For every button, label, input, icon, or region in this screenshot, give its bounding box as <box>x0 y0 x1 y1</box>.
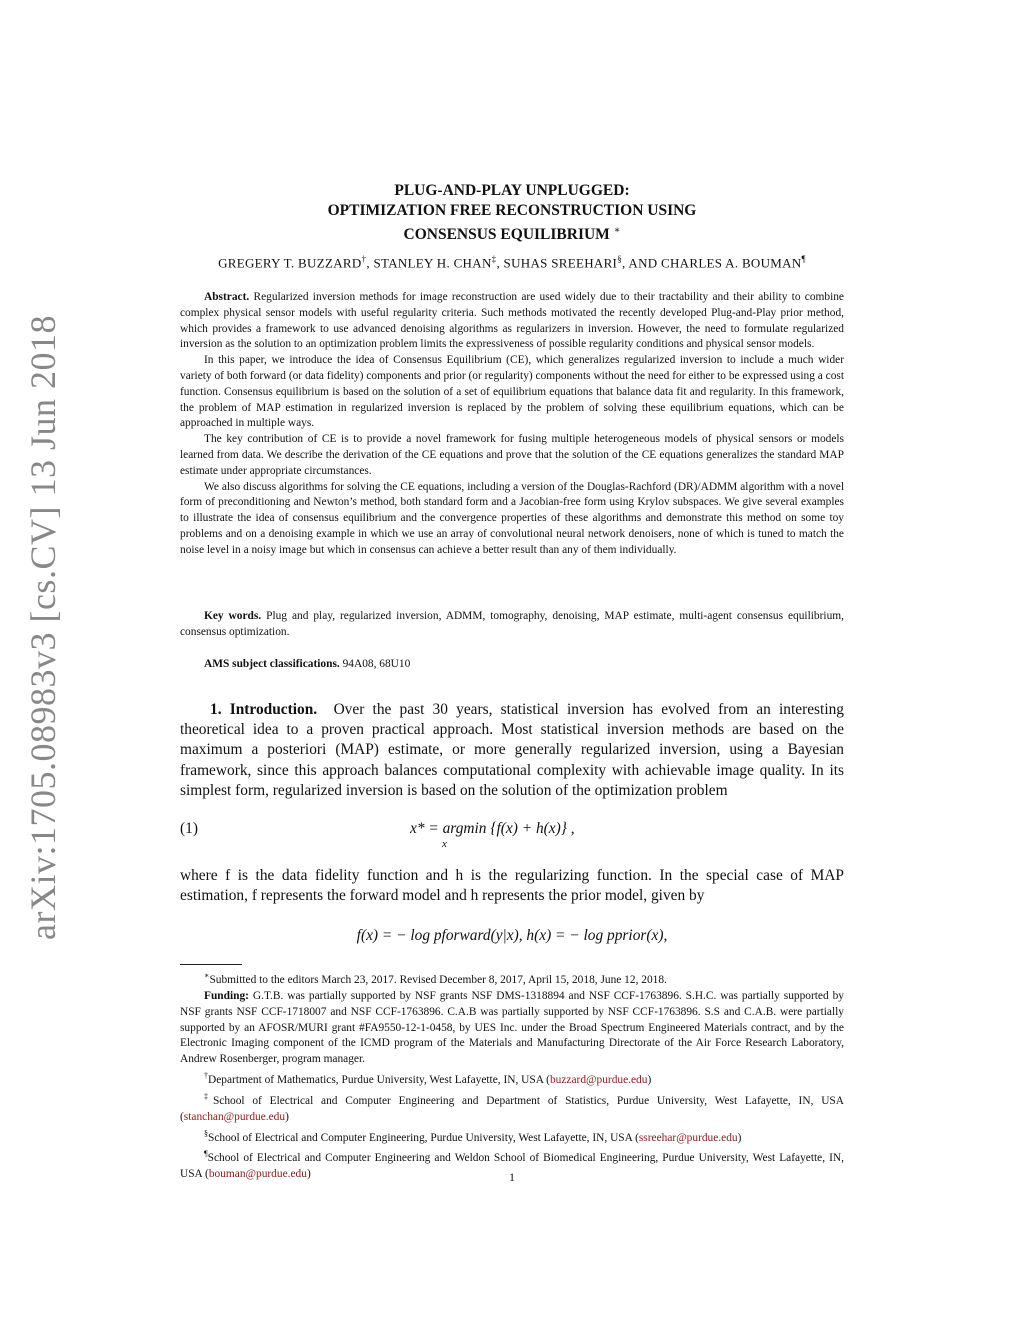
abstract-paragraph-4: We also discuss algorithms for solving the CE equations, including a version of the Douglas-Rachford (DR)/ADMM algorithm with a novel form of preconditioning and Newton’s method, both standard form and a Jacobian-free form using Krylov subspaces. We give several examples to illustrate the idea of consensus equilibrium and the convergence properties of these algorithms and demonstrate this method on some toy problems and on a denoising example in which we use an array of convolutional neural network denoisers, none of which is tuned to match the noise level in a noisy image but which in consensus can achieve a better result than any of them individually. <box>180 480 844 556</box>
author-mark-1: † <box>361 254 367 264</box>
author-mark-4: ¶ <box>801 254 806 264</box>
intro-continuation <box>180 866 844 906</box>
title-footnote-mark: ∗ <box>613 225 621 236</box>
footnote-close-2: ) <box>285 1110 289 1123</box>
keywords-paragraph <box>180 609 844 641</box>
paper-title <box>180 181 844 245</box>
email-link-chan[interactable]: stanchan@purdue.edu <box>183 1110 286 1123</box>
abstract-paragraph-1 <box>180 290 844 353</box>
equation-1-body: x* = argmin {f(x) + h(x)} , <box>410 820 575 837</box>
title-line-1: PLUG-AND-PLAY UNPLUGGED: <box>394 182 630 199</box>
abstract-paragraph-2: In this paper, we introduce the idea of Consensus Equilibrium (CE), which generalizes regularized inversion to include a much wider variety of both forward (or data fidelity) components and prior (or regularity) components without the need for either to be expressed using a cost function. Consensus equilibrium is based on the solution of a set of equilibrium equations that balance data fit and regularity. In this framework, the problem of MAP estimation in regularized inversion is replaced by the problem of solving these equilibrium equations, which can be approached in multiple ways. <box>180 354 844 430</box>
ams-label: AMS subject classifications. <box>204 658 340 670</box>
footnote-mark-1: ∗ <box>204 971 210 980</box>
section-heading: 1. Introduction. <box>210 701 318 718</box>
footnote-close-1: ) <box>647 1074 652 1087</box>
ams-classifications <box>180 657 844 673</box>
keywords-label: Key words. <box>204 610 262 622</box>
footnote-close-4: ) <box>306 1167 311 1180</box>
email-link-sreehari[interactable]: ssreehar@purdue.edu <box>638 1131 738 1144</box>
author-sreehari: , SUHAS SREEHARI <box>496 255 618 271</box>
footnote-mark-5: ¶ <box>204 1149 208 1159</box>
equation-1 <box>180 818 844 854</box>
footnotes <box>180 968 844 1183</box>
introduction-section <box>180 700 844 801</box>
intro-paragraph-2: where f is the data fidelity function and h is the regularizing function. In the special case of MAP estimation, f represents the forward model and h represents the prior model, given by <box>180 867 844 905</box>
equation-1-number: (1) <box>180 820 198 837</box>
footnote-mark-3: ‡ <box>204 1091 213 1101</box>
author-mark-3: § <box>617 254 622 264</box>
email-link-bouman[interactable]: bouman@purdue.edu <box>208 1167 307 1180</box>
footnote-rule <box>180 964 242 965</box>
footnote-close-3: ) <box>737 1131 742 1144</box>
email-link-buzzard[interactable]: buzzard@purdue.edu <box>549 1074 648 1087</box>
ams-text: 94A08, 68U10 <box>342 658 411 670</box>
author-chan: , STANLEY H. CHAN <box>366 255 492 271</box>
keywords-text: Plug and play, regularized inversion, ADMM, tomography, denoising, MAP estimate, multi-agent consensus equilibrium, consensus optimization. <box>180 610 844 638</box>
author-buzzard: GREGERY T. BUZZARD <box>218 255 362 271</box>
title-line-3-text: CONSENSUS EQUILIBRIUM <box>403 226 610 244</box>
funding-text: G.T.B. was partially supported by NSF grants NSF DMS-1318894 and NSF CCF-1763896. S.H.C. was partially supported by NSF grants NSF CCF-1718007 and NSF CCF-1763896. C.A.B was partially supported by NSF CCF-1763896. S.S and C.A.B. were partially supported by an AFOSR/MURI grant #FA9550-12-1-0458, by UES Inc. under the Broad Spectrum Engineered Materials contract, and by the Electronic Imaging component of the ICMD program of the Materials and Manufacturing Directorate of the Air Force Research Laboratory, Andrew Rosenberger, program manager. <box>180 989 844 1066</box>
abstract-paragraph-3: The key contribution of CE is to provide a novel framework for fusing multiple heterogeneous models of physical sensors or models learned from data. We describe the derivation of the CE equations and prove that the solution of the CE equations generalizes the standard MAP estimate under appropriate circumstances. <box>180 433 844 477</box>
title-line-3 <box>180 221 844 245</box>
arxiv-stamp: arXiv:1705.08983v3 [cs.CV] 13 Jun 2018 <box>23 315 63 940</box>
footnote-submission-text: Submitted to the editors March 23, 2017. Revised December 8, 2017, April 15, 2018, June 12, 2018. <box>209 973 667 986</box>
title-line-2: OPTIMIZATION FREE RECONSTRUCTION USING <box>327 202 697 219</box>
keywords <box>180 609 844 641</box>
footnote-mark-2: † <box>204 1071 208 1081</box>
abstract <box>180 290 844 559</box>
intro-paragraph-1 <box>180 700 844 801</box>
footnote-funding <box>180 989 844 1069</box>
footnote-mark-4: § <box>204 1128 208 1138</box>
footnote-chan-text: School of Electrical and Computer Engineering and Department of Statistics, Purdue University, West Lafayette, IN, USA ( <box>180 1094 844 1123</box>
ams-paragraph <box>180 657 844 673</box>
intro-text-1: Over the past 30 years, statistical inversion has evolved from an interesting theoretical idea to a proven practical approach. Most statistical inversion methods are based on the maximum a posteriori (MAP) estimate, or more generally regularized inversion, using a Bayesian framework, since this approach balances computational complexity with achievable image quality. In its simplest form, regularized inversion is based on the solution of the optimization problem <box>180 701 844 799</box>
equation-2: f(x) = − log pforward(y|x), h(x) = − log pprior(x), <box>356 927 668 944</box>
author-list <box>180 254 844 271</box>
footnote-sreehari <box>180 1126 844 1147</box>
funding-label: Funding: <box>204 989 249 1002</box>
author-bouman: , AND CHARLES A. BOUMAN <box>622 255 802 271</box>
equation-1-subscript: x <box>442 838 447 850</box>
footnote-buzzard-text: Department of Mathematics, Purdue University, West Lafayette, IN, USA ( <box>208 1074 550 1087</box>
footnote-submission <box>180 968 844 989</box>
abstract-text-1: Regularized inversion methods for image reconstruction are used widely due to their tractability and their ability to combine complex physical sensor models with useful regularity criteria. Such methods motivated the recently developed Plug-and-Play prior method, which provides a framework to use advanced denoising algorithms as regularizers in inversion. However, the need to formulate regularized inversion as the solution to an optimization problem limits the expressiveness of possible regularity conditions and physical sensor models. <box>180 291 844 351</box>
page-number: 1 <box>509 1170 515 1184</box>
author-mark-2: ‡ <box>491 254 497 264</box>
footnote-sreehari-text: School of Electrical and Computer Engineering, Purdue University, West Lafayette, IN, USA ( <box>208 1131 639 1144</box>
footnote-bouman-text: School of Electrical and Computer Engineering and Weldon School of Biomedical Engineering, Purdue University, West Lafayette, IN, USA ( <box>180 1152 844 1180</box>
footnote-buzzard <box>180 1068 844 1089</box>
abstract-label: Abstract. <box>204 291 250 303</box>
footnote-chan <box>180 1089 844 1126</box>
